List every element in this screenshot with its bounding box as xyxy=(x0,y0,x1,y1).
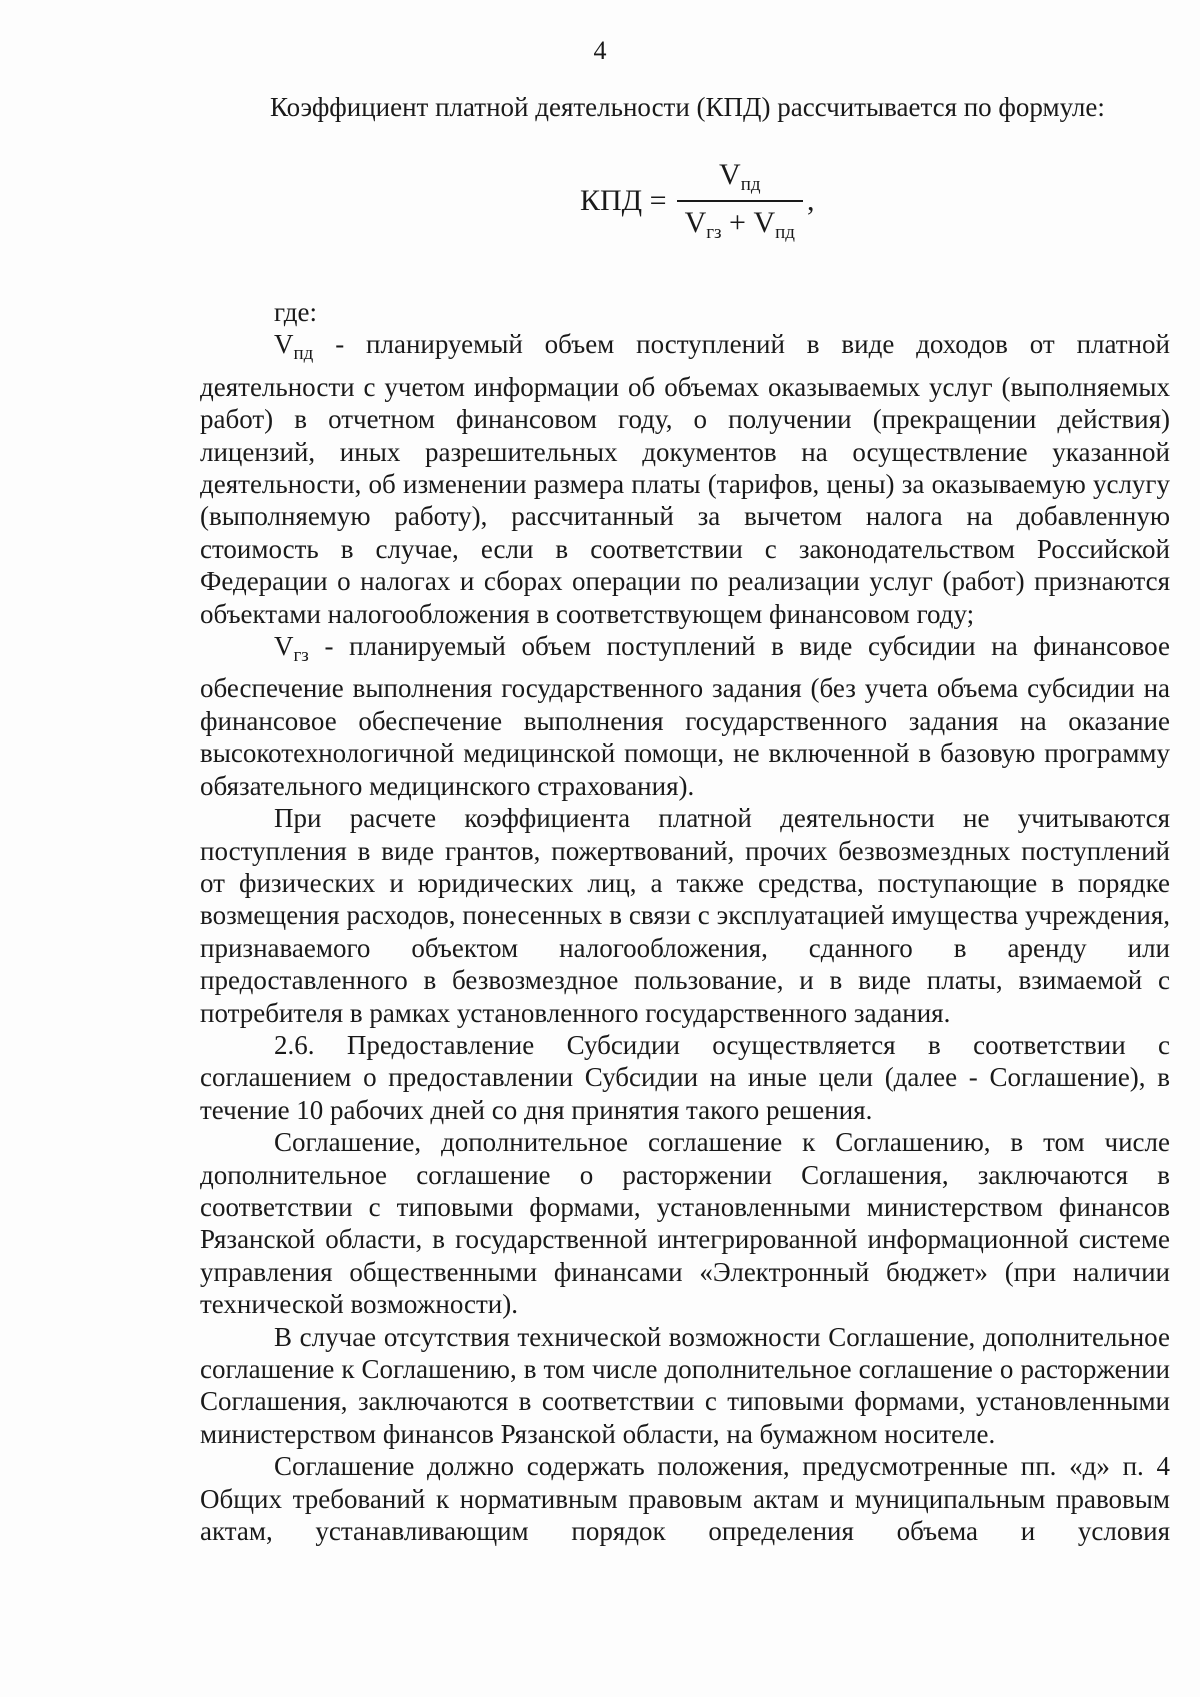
numerator-symbol: V xyxy=(719,158,741,191)
paragraph-agreement: Соглашение, дополнительное соглашение к Соглашению, в том числе дополнительное соглашение о расторжении Соглашения, заключаются в соответствии с типовыми формами, установленными министерством финансов Рязанской области, в государственной интегрированной информационной системе управления общественными финансами «Электронный бюджет» (при наличии технической возможности). xyxy=(200,1127,1170,1320)
numerator-subscript: пд xyxy=(740,174,761,195)
document-body xyxy=(200,296,1170,1547)
formula-lhs: КПД = xyxy=(580,184,667,217)
where-label: где: xyxy=(274,297,317,327)
denominator-b-subscript: пд xyxy=(775,222,795,243)
paragraph-calculation-exclusions: При расчете коэффициента платной деятельности не учитываются поступления в виде грантов, пожертвований, прочих безвозмездных поступлений от физических и юридических лиц, а также средства, поступающие в порядке возмещения расходов, понесенных в связи с эксплуатацией имущества учреждения, признаваемого объектом налогообложения, сданного в аренду или предоставленного в безвозмездное пользование, и в виде платы, взимаемой с потребителя в рамках установленного государственного задания. xyxy=(200,803,1170,1028)
v-gz-symbol: V xyxy=(274,631,294,662)
v-pd-text: - планируемый объем поступлений в виде доходов от платной деятельности с учетом информации об объемах оказываемых услуг (выполняемых работ) в отчетном финансовом году, о получении (прекращении действия) лицензий, иных разрешительных документов на осуществление указанной деятельности, об изменении размера платы (тарифов, цены) за оказываемую услугу (выполняемую работу), рассчитанный за вычетом налога на добавленную стоимость в случае, если в соответствии с законодательством Российской Федерации о налогах и сборах операции по реализации услуг (работ) признаются объектами налогообложения в соответствующем финансовом году; xyxy=(200,329,1170,629)
v-pd-symbol: V xyxy=(274,329,294,360)
paragraph-no-technical-possibility: В случае отсутствия технической возможности Соглашение, дополнительное соглашение к Соглашению, в том числе дополнительное соглашение о расторжении Соглашения, заключаются в соответствии с типовыми формами, установленными министерством финансов Рязанской области, на бумажном носителе. xyxy=(200,1321,1170,1449)
denominator-plus: + xyxy=(729,206,746,239)
denominator-b-symbol: V xyxy=(753,206,776,239)
paragraph-v-pd xyxy=(200,328,1170,630)
v-gz-text: - планируемый объем поступлений в виде субсидии на финансовое обеспечение выполнения государственного задания (без учета объема субсидии на финансовое обеспечение выполнения государственного задания на оказание высокотехнологичной медицинской помощи, не включенной в базовую программу обязательного медицинского страхования). xyxy=(200,631,1170,801)
paragraph-agreement-contents: Соглашение должно содержать положения, предусмотренные пп. «д» п. 4 Общих требований к нормативным правовым актам и муниципальным правовым актам, устанавливающим порядок определения объема и условия xyxy=(200,1451,1170,1547)
denominator-a-subscript: гз xyxy=(706,222,722,243)
formula-fraction xyxy=(677,158,803,244)
formula-intro: Коэффициент платной деятельности (КПД) рассчитывается по формуле: xyxy=(270,92,1105,122)
page-number: 4 xyxy=(593,36,607,65)
formula-denominator xyxy=(677,200,803,244)
formula-numerator xyxy=(711,158,769,200)
paragraph-v-gz xyxy=(200,630,1170,802)
v-gz-subscript: гз xyxy=(293,645,309,667)
denominator-a-symbol: V xyxy=(684,206,707,239)
kpd-formula xyxy=(580,158,814,244)
v-pd-subscript: пд xyxy=(293,343,314,365)
paragraph-2-6: 2.6. Предоставление Субсидии осуществляется в соответствии с соглашением о предоставлении Субсидии на иные цели (далее - Соглашение), в течение 10 рабочих дней со дня принятия такого решения. xyxy=(200,1029,1170,1125)
formula-trailing-comma: , xyxy=(806,184,815,217)
